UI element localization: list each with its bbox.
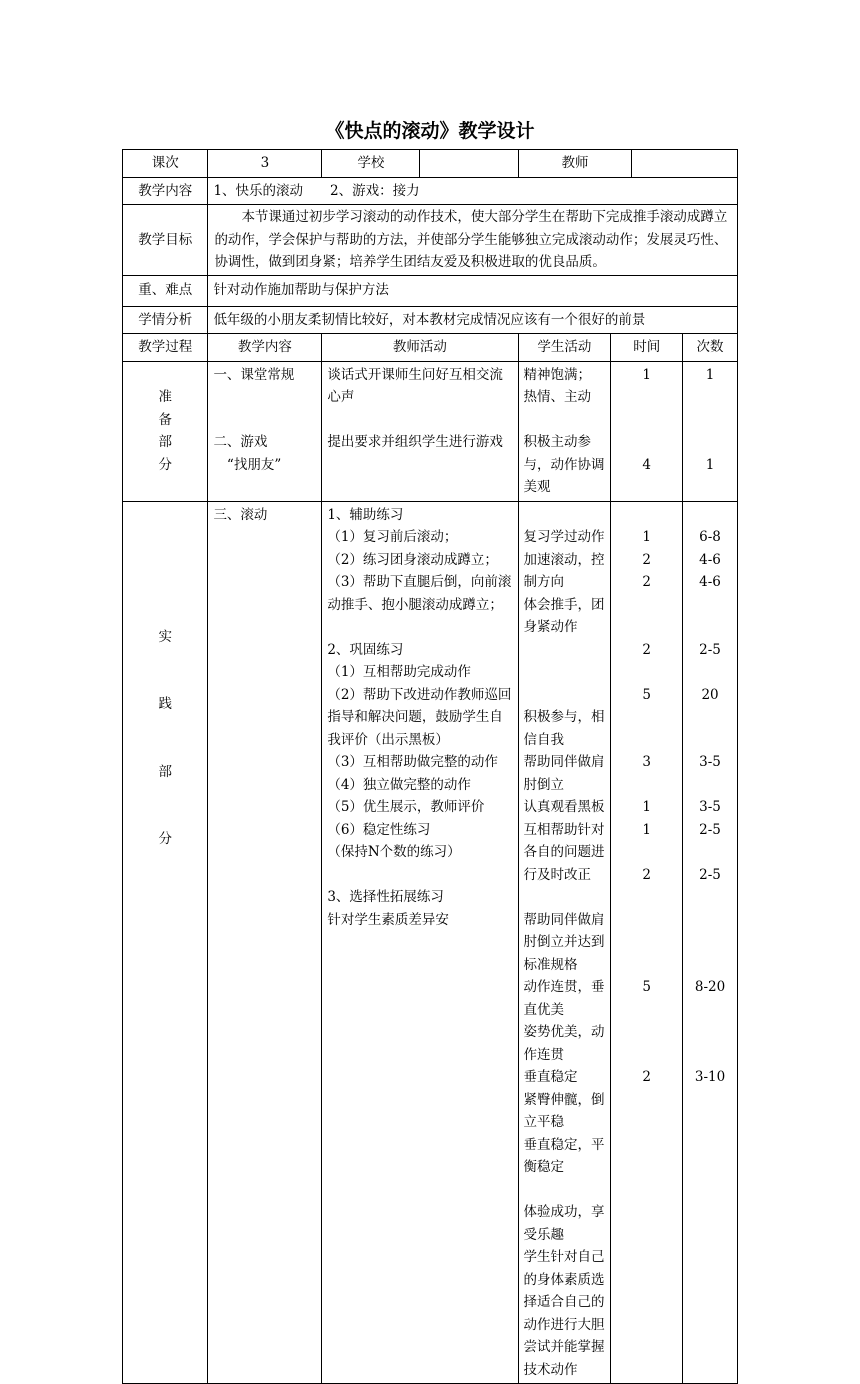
goals-label: 教学目标 <box>123 205 208 276</box>
prep-time: 1 4 <box>611 361 683 501</box>
content-header: 教学内容 <box>208 334 322 362</box>
teacher-value <box>632 150 738 178</box>
student-activity-header: 学生活动 <box>518 334 611 362</box>
analysis-label: 学情分析 <box>123 306 208 334</box>
school-label: 学校 <box>322 150 420 178</box>
content-row <box>123 177 738 205</box>
page-title: 《快点的滚动》教学设计 <box>325 120 535 142</box>
goals-value: 本节课通过初步学习滚动的动作技术，使大部分学生在帮助下完成推手滚动成蹲立的动作，学会保护与帮助的方法，并使部分学生能够独立完成滚动动作；发展灵巧性、协调性，做到团身紧；培养学生团结友爱及积极进取的优良品质。 <box>208 205 738 276</box>
practice-section-label: 实 践 部 分 <box>123 501 208 1384</box>
school-value <box>420 150 518 178</box>
teacher-activity-header: 教师活动 <box>322 334 518 362</box>
prep-student: 精神饱满； 热情、主动 积极主动参与，动作协调美观 <box>518 361 611 501</box>
lesson-label: 课次 <box>123 150 208 178</box>
lesson-plan-table <box>122 149 738 1384</box>
practice-row <box>123 501 738 1384</box>
prep-count: 1 1 <box>683 361 738 501</box>
count-header: 次数 <box>683 334 738 362</box>
key-points-row <box>123 275 738 306</box>
prep-teacher: 谈话式开课师生问好互相交流心声 提出要求并组织学生进行游戏 <box>322 361 518 501</box>
practice-student: 复习学过动作 加速滚动，控制方向 体会推手，团身紧动作 积极参与，相信自我 帮助同伴做肩肘倒立 认真观看黑板 互相帮助针对各自的问题进行及时改正 帮助同伴做肩肘倒立并达到标准规格 动作连贯，垂直优美 姿势优美，动作连贯 垂直稳定 紧臀伸髋，倒立平稳 垂直稳定，平衡稳定 体验成功，享受乐趣 学生针对自己的身体素质选择适合自己的动作进行大胆尝试并能掌握技术动作 <box>518 501 611 1384</box>
process-header-row <box>123 334 738 362</box>
lesson-value: 3 <box>208 150 322 178</box>
analysis-value: 低年级的小朋友柔韧情比较好，对本教材完成情况应该有一个很好的前景 <box>208 306 738 334</box>
practice-time: 1 2 2 2 5 3 1 1 2 5 2 <box>611 501 683 1384</box>
practice-content: 三、滚动 <box>208 501 322 1384</box>
key-points-label: 重、难点 <box>123 275 208 306</box>
key-points-value: 针对动作施加帮助与保护方法 <box>208 275 738 306</box>
content-label: 教学内容 <box>123 177 208 205</box>
header-row <box>123 150 738 178</box>
process-header: 教学过程 <box>123 334 208 362</box>
analysis-row <box>123 306 738 334</box>
practice-teacher: 1、辅助练习 （1）复习前后滚动； （2）练习团身滚动成蹲立； （3）帮助下直腿后倒，向前滚动推手、抱小腿滚动成蹲立； 2、巩固练习 （1）互相帮助完成动作 （2）帮助下改进动作教师巡回指导和解决问题，鼓励学生自我评价（出示黑板） （3）互相帮助做完整的动作 （4）独立做完整的动作 （5）优生展示，教师评价 （6）稳定性练习 （保持N个数的练习） 3、选择性拓展练习 针对学生素质差异安 <box>322 501 518 1384</box>
teacher-label: 教师 <box>518 150 632 178</box>
content-value: 1、快乐的滚动 2、游戏：接力 <box>208 177 738 205</box>
prep-row <box>123 361 738 501</box>
time-header: 时间 <box>611 334 683 362</box>
practice-count: 6-8 4-6 4-6 2-5 20 3-5 3-5 2-5 2-5 8-20 3-10 <box>683 501 738 1384</box>
goals-row <box>123 205 738 276</box>
prep-section-label: 准 备 部 分 <box>123 361 208 501</box>
prep-content: 一、课堂常规 二、游戏 “找朋友” <box>208 361 322 501</box>
